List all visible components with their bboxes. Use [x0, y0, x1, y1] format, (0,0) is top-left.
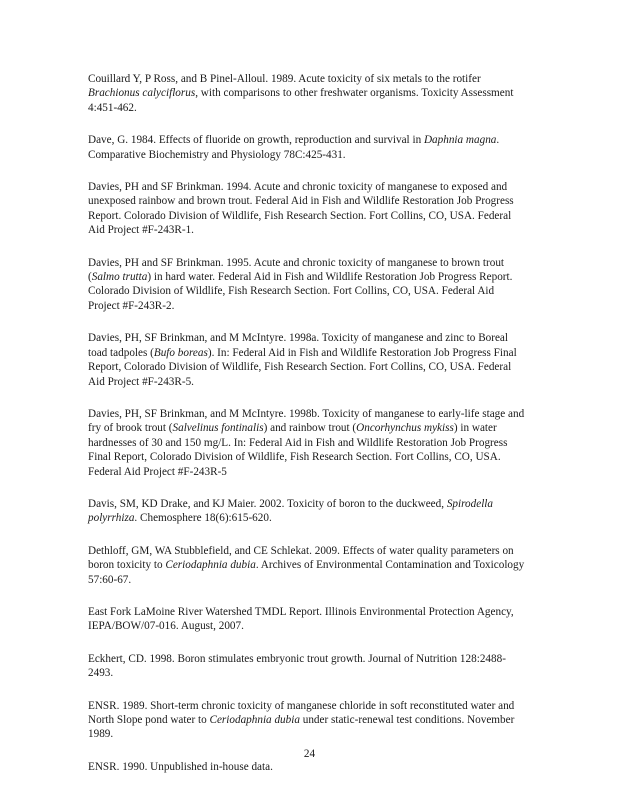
reference-text: ) in hard water. Federal Aid in Fish and Wildlife Restoration Job Progress Report. Colorado Division of Wildlife, Fish Research Section. Fort Collins, CO, USA. Federal Aid Project #F-243R-2.	[88, 271, 513, 312]
species-name: Ceriodaphnia dubia	[165, 559, 256, 572]
reference-text: Davies, PH, SF Brinkman, and M McIntyre. 1998b. Toxicity of manganese to early-life stage and fry of brook trout (	[88, 407, 525, 435]
reference-entry	[88, 133, 528, 162]
reference-text: . Comparative Biochemistry and Physiology 78C:425-431.	[88, 134, 500, 161]
page-number: 24	[303, 748, 316, 760]
reference-text: Davies, PH and SF Brinkman. 1995. Acute and chronic toxicity of manganese to brown trout (	[88, 256, 505, 284]
reference-entry	[88, 544, 528, 587]
reference-text: . Chemosphere 18(6):615-620.	[134, 512, 272, 525]
reference-text: Dave, G. 1984. Effects of fluoride on growth, reproduction and survival in	[88, 134, 424, 147]
reference-entry	[88, 407, 528, 479]
reference-entry	[88, 605, 528, 634]
reference-text: , with comparisons to other freshwater organisms. Toxicity Assessment 4:451-462.	[88, 87, 514, 114]
species-name: Salvelinus fontinalis	[172, 422, 264, 435]
species-name: Bufo boreas	[153, 346, 208, 359]
reference-text: Davies, PH, SF Brinkman, and M McIntyre. 1998a. Toxicity of manganese and zinc to Boreal toad tadpoles (	[88, 332, 509, 359]
species-name: Salmo trutta	[91, 271, 148, 284]
reference-entry	[88, 699, 528, 742]
reference-text: East Fork LaMoine River Watershed TMDL Report. Illinois Environmental Protection Agency, IEPA/BOW/07-016. August, 2007.	[88, 605, 514, 633]
reference-text: ) in water hardnesses of 30 and 150 mg/L. In: Federal Aid in Fish and Wildlife Restoration Job Progress Final Report, Colorado Division of Wildlife, Fish Research Section. Fort Collins, CO, USA. Federal Aid Project #F-243R-5	[88, 422, 508, 478]
species-name: Daphnia magna	[423, 134, 497, 147]
reference-entry	[88, 180, 528, 238]
reference-text: Dethloff, GM, WA Stubblefield, and CE Schlekat. 2009. Effects of water quality parameters on boron toxicity to	[88, 544, 514, 572]
reference-text: ). In: Federal Aid in Fish and Wildlife Restoration Job Progress Final Report, Colorado Division of Wildlife, Fish Research Section. Fort Collins, CO, USA. Federal Aid Project #F-243R-5.	[88, 346, 517, 388]
reference-text: ) and rainbow trout (	[263, 422, 357, 435]
reference-text: Davis, SM, KD Drake, and KJ Maier. 2002. Toxicity of boron to the duckweed,	[88, 497, 447, 510]
reference-text: Davies, PH and SF Brinkman. 1994. Acute and chronic toxicity of manganese to exposed and unexposed rainbow and brown trout. Federal Aid in Fish and Wildlife Restoration Job Progress Report. Colorado Division of Wildlife, Fish Research Section. Fort Collins, CO, USA. Federal Aid Project #F-243R-1.	[88, 181, 514, 237]
reference-list	[88, 72, 528, 792]
species-name: Brachionus calyciflorus	[88, 87, 196, 100]
reference-entry	[88, 72, 528, 115]
species-name: Ceriodaphnia dubia	[209, 714, 300, 726]
reference-text: ENSR. 1989. Short-term chronic toxicity of manganese chloride in soft reconstituted water and North Slope pond water to	[88, 699, 515, 726]
reference-entry	[88, 256, 528, 314]
reference-entry	[88, 760, 528, 774]
species-name: Oncorhynchus mykiss	[356, 422, 454, 435]
reference-entry	[88, 331, 528, 389]
reference-entry	[88, 652, 528, 681]
reference-text: Eckhert, CD. 1998. Boron stimulates embryonic trout growth. Journal of Nutrition 128:2488-2493.	[88, 652, 506, 680]
reference-text: ENSR. 1990. Unpublished in-house data.	[88, 760, 273, 773]
species-name: Spirodella polyrrhiza	[88, 497, 494, 525]
reference-entry	[88, 497, 528, 526]
reference-text: under static-renewal test conditions. November 1989.	[88, 714, 515, 741]
reference-text: Couillard Y, P Ross, and B Pinel-Alloul. 1989. Acute toxicity of six metals to the rotifer	[88, 73, 481, 85]
reference-text: . Archives of Environmental Contamination and Toxicology 57:60-67.	[88, 559, 525, 586]
